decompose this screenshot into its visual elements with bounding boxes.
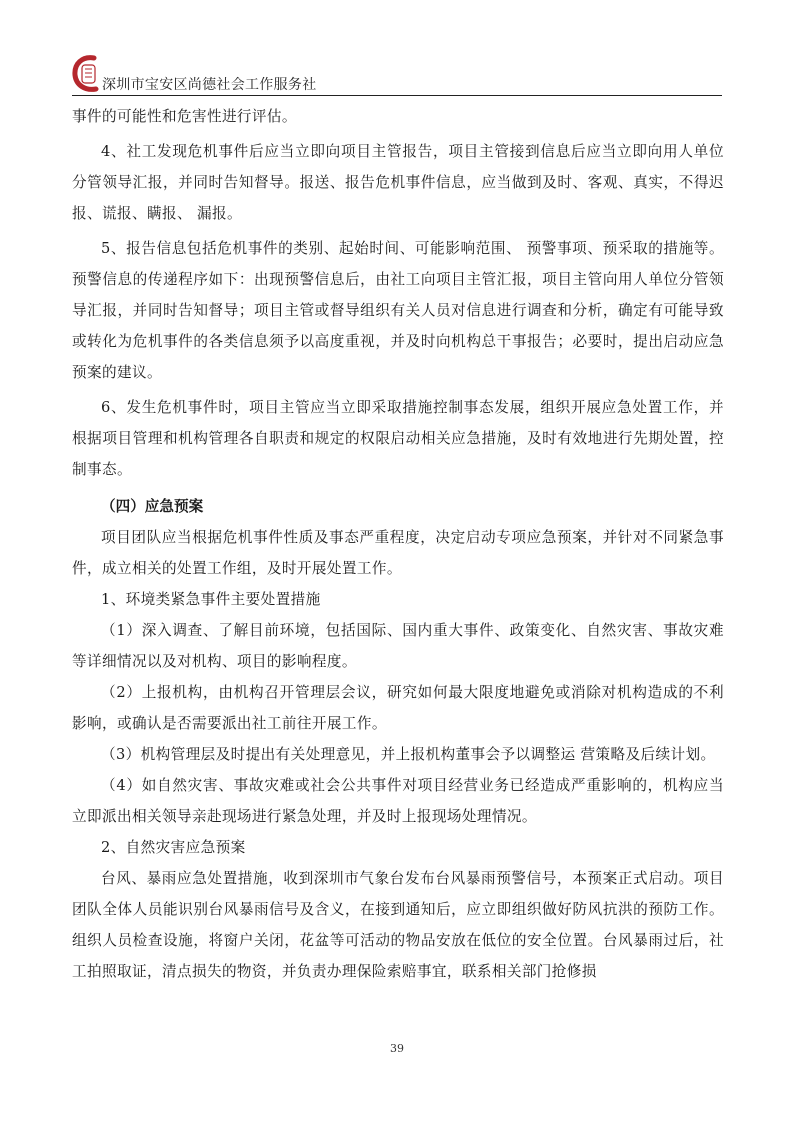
paragraph: 事件的可能性和危害性进行评估。	[72, 108, 297, 125]
subheading: 2、自然灾害应急预案	[101, 839, 246, 856]
paragraph: 台风、暴雨应急处置措施，收到深圳市气象台发布台风暴雨预警信号，本预案正式启动。项目团队全体人员能识别台风暴雨信号及含义，在接到通知后，应立即组织做好防风抗洪的预防工作。组织人员检查设施，将窗户关闭，花盆等可活动的物品安放在低位的安全位置。台风暴雨过后，社工拍照取证，清点损失的物资，并负责办理保险索赔事宜，联系相关部门抢修损	[72, 870, 724, 980]
paragraph: （2）上报机构，由机构召开管理层会议，研究如何最大限度地避免或消除对机构造成的不利影响，或确认是否需要派出社工前往开展工作。	[72, 684, 724, 732]
paragraph: （3）机构管理层及时提出有关处理意见，并上报机构董事会予以调整运 营策略及后续计划。	[101, 746, 716, 763]
paragraph: （1）深入调查、了解目前环境，包括国际、国内重大事件、政策变化、自然灾害、事故灾难等详细情况以及对机构、项目的影响程度。	[72, 622, 724, 670]
organization-logo	[72, 54, 104, 92]
header-divider	[72, 95, 722, 96]
organization-name: 深圳市宝安区尚德社会工作服务社	[102, 77, 317, 93]
paragraph: 6、发生危机事件时，项目主管应当立即采取措施控制事态发展，组织开展应急处置工作，并根据项目管理和机构管理各自职责和规定的权限启动相关应急措施，及时有效地进行先期处置，控制事态。	[72, 399, 724, 478]
paragraph: 5、报告信息包括危机事件的类别、起始时间、可能影响范围、 预警事项、预采取的措施等。预警信息的传递程序如下：出现预警信息后，由社工向项目主管汇报，项目主管向用人单位分管领导汇报，并同时告知督导；项目主管或督导组织有关人员对信息进行调查和分析，确定有可能导致或转化为危机事件的各类信息须予以高度重视，并及时向机构总干事报告；必要时，提出启动应急预案的建议。	[72, 240, 724, 381]
paragraph: （4）如自然灾害、事故灾难或社会公共事件对项目经营业务已经造成严重影响的，机构应当立即派出相关领导亲赴现场进行紧急处理，并及时上报现场处理情况。	[72, 777, 724, 825]
subheading: 1、环境类紧急事件主要处置措施	[101, 591, 321, 608]
paragraph: 4、社工发现危机事件后应当立即向项目主管报告，项目主管接到信息后应当立即向用人单位分管领导汇报，并同时告知督导。报送、报告危机事件信息，应当做到及时、客观、真实，不得迟报、谎报、瞒报、 漏报。	[72, 143, 724, 222]
paragraph: 项目团队应当根据危机事件性质及事态严重程度，决定启动专项应急预案，并针对不同紧急事件，成立相关的处置工作组，及时开展处置工作。	[72, 529, 724, 577]
page-header	[72, 52, 722, 96]
page-number: 39	[390, 1042, 404, 1055]
section-heading: （四）应急预案	[101, 498, 204, 515]
document-body	[72, 101, 724, 987]
